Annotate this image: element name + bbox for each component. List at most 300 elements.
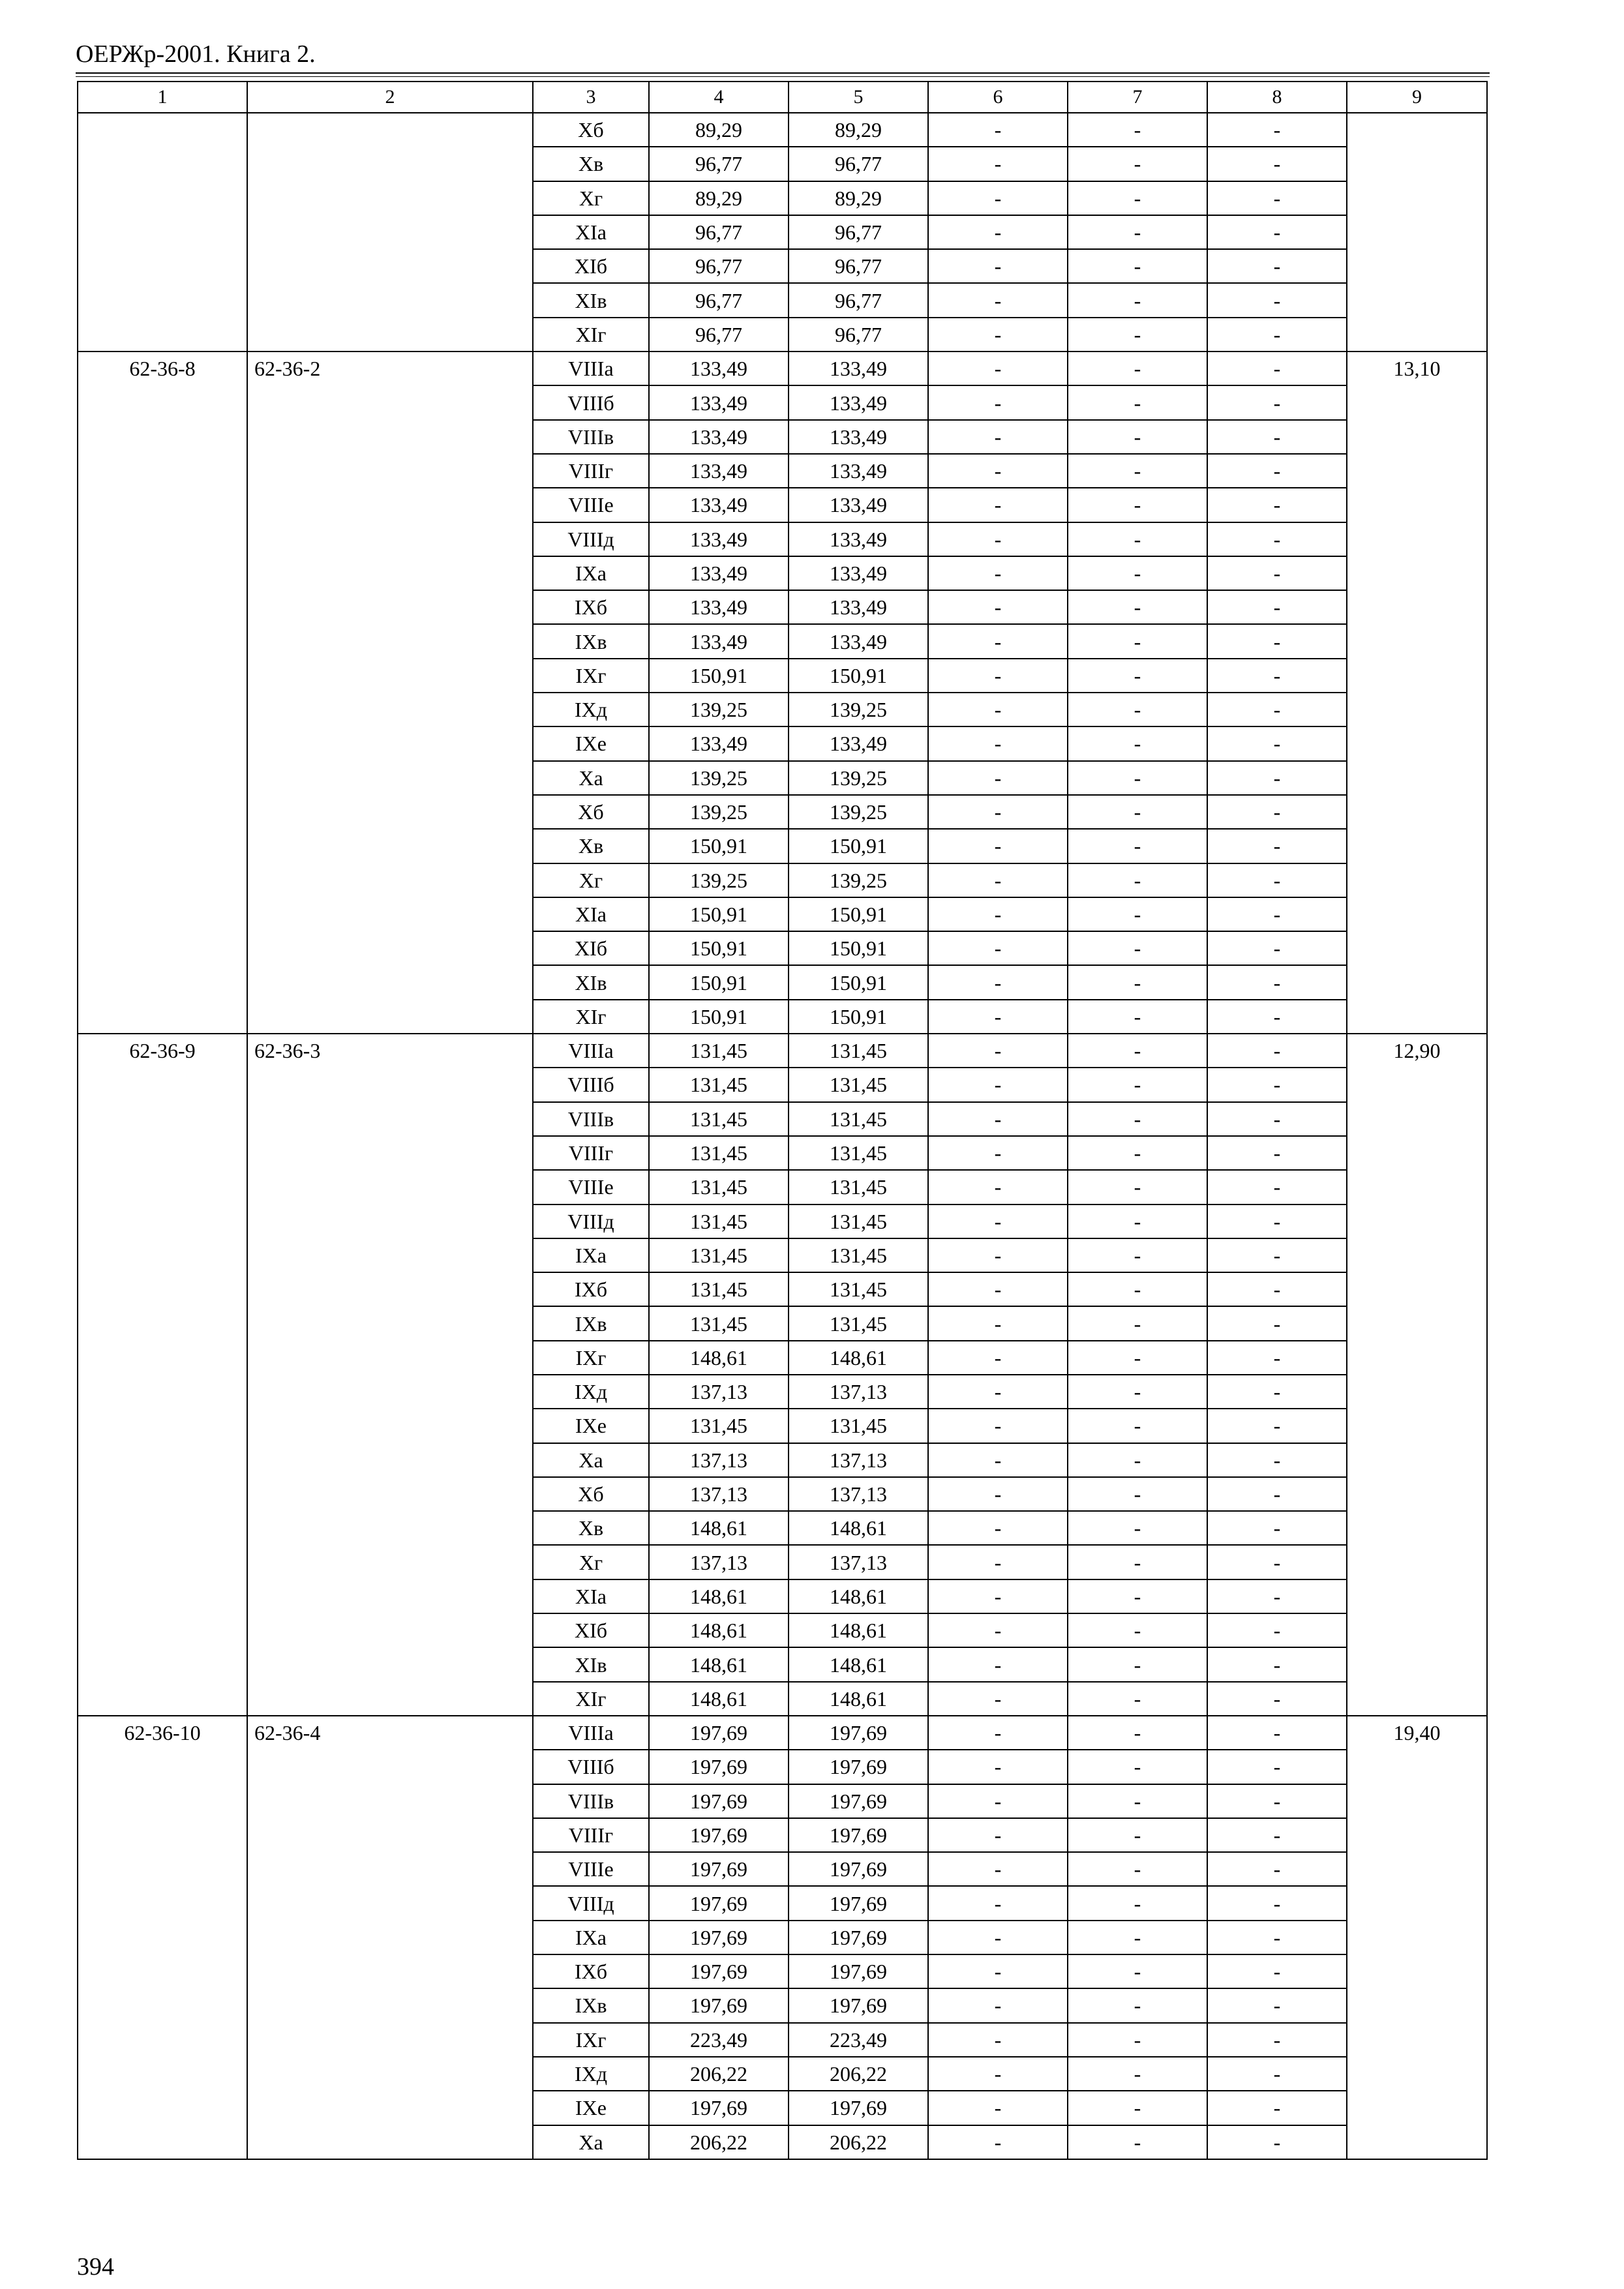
value-col5-cell: 131,45 — [789, 1170, 928, 1204]
value-col5-cell: 197,69 — [789, 2091, 928, 2125]
category-cell: IXе — [533, 1409, 649, 1443]
value-col4-cell: 197,69 — [649, 1784, 789, 1818]
value-col6-cell: - — [928, 1545, 1068, 1579]
value-col5-cell: 150,91 — [789, 659, 928, 693]
value-col8-cell: - — [1207, 2023, 1347, 2057]
value-col4-cell: 150,91 — [649, 659, 789, 693]
value-col5-cell: 150,91 — [789, 931, 928, 965]
value-col8-cell: - — [1207, 556, 1347, 590]
value-col8-cell: - — [1207, 1886, 1347, 1920]
value-col4-cell: 131,45 — [649, 1409, 789, 1443]
value-col8-cell: - — [1207, 1750, 1347, 1784]
value-col5-cell: 133,49 — [789, 352, 928, 385]
value-col6-cell: - — [928, 1000, 1068, 1034]
value-col7-cell: - — [1068, 1034, 1207, 1068]
value-col6-cell: - — [928, 147, 1068, 181]
value-col4-cell: 137,13 — [649, 1443, 789, 1477]
value-col7-cell: - — [1068, 1818, 1207, 1852]
category-cell: IXе — [533, 726, 649, 760]
value-col5-cell: 137,13 — [789, 1477, 928, 1511]
value-col7-cell: - — [1068, 1921, 1207, 1954]
value-col4-cell: 148,61 — [649, 1341, 789, 1375]
column-header-9: 9 — [1347, 82, 1487, 113]
value-col8-cell: - — [1207, 488, 1347, 522]
page-header-title: ОЕРЖр-2001. Книга 2. — [76, 40, 316, 68]
value-col7-cell: - — [1068, 1613, 1207, 1647]
rate-code-cell: 62-36-9 — [78, 1034, 247, 1716]
value-col4-cell: 148,61 — [649, 1579, 789, 1613]
value-col4-cell: 96,77 — [649, 318, 789, 352]
value-col8-cell: - — [1207, 1511, 1347, 1545]
value-col7-cell: - — [1068, 1784, 1207, 1818]
category-cell: Xг — [533, 863, 649, 897]
value-col4-cell: 197,69 — [649, 1954, 789, 1988]
value-col5-cell: 131,45 — [789, 1306, 928, 1340]
value-col7-cell: - — [1068, 1409, 1207, 1443]
table-body — [78, 113, 1487, 2159]
value-col8-cell: - — [1207, 897, 1347, 931]
value-col7-cell: - — [1068, 624, 1207, 658]
category-cell: IXб — [533, 1272, 649, 1306]
value-col7-cell: - — [1068, 556, 1207, 590]
value-col8-cell: - — [1207, 795, 1347, 829]
header-rule — [76, 72, 1490, 74]
value-col6-cell: - — [928, 2125, 1068, 2159]
value-col8-cell: - — [1207, 624, 1347, 658]
value-col4-cell: 131,45 — [649, 1034, 789, 1068]
value-col4-cell: 133,49 — [649, 522, 789, 556]
value-col5-cell: 131,45 — [789, 1272, 928, 1306]
value-col8-cell: - — [1207, 726, 1347, 760]
value-col6-cell: - — [928, 1988, 1068, 2022]
value-col6-cell: - — [928, 624, 1068, 658]
value-col7-cell: - — [1068, 1341, 1207, 1375]
value-col6-cell: - — [928, 1443, 1068, 1477]
value-col6-cell: - — [928, 795, 1068, 829]
value-col6-cell: - — [928, 1068, 1068, 1101]
value-col9-cell: 12,90 — [1347, 1034, 1487, 1716]
value-col4-cell: 197,69 — [649, 1716, 789, 1750]
category-cell: Xб — [533, 795, 649, 829]
value-col5-cell: 131,45 — [789, 1238, 928, 1272]
value-col5-cell: 133,49 — [789, 488, 928, 522]
value-col7-cell: - — [1068, 1136, 1207, 1170]
value-col7-cell: - — [1068, 965, 1207, 999]
value-col7-cell: - — [1068, 1750, 1207, 1784]
value-col8-cell: - — [1207, 147, 1347, 181]
category-cell: IXа — [533, 1921, 649, 1954]
value-col7-cell: - — [1068, 1647, 1207, 1681]
value-col8-cell: - — [1207, 1068, 1347, 1101]
value-col8-cell: - — [1207, 2057, 1347, 2091]
value-col4-cell: 197,69 — [649, 1852, 789, 1886]
value-col8-cell: - — [1207, 1579, 1347, 1613]
category-cell: IXд — [533, 1375, 649, 1409]
value-col8-cell: - — [1207, 1988, 1347, 2022]
category-cell: XIа — [533, 1579, 649, 1613]
value-col8-cell: - — [1207, 1784, 1347, 1818]
value-col5-cell: 148,61 — [789, 1511, 928, 1545]
value-col8-cell: - — [1207, 420, 1347, 454]
category-cell: VIIIв — [533, 1784, 649, 1818]
value-col5-cell: 131,45 — [789, 1204, 928, 1238]
rates-table — [77, 81, 1488, 2160]
category-cell: XIа — [533, 897, 649, 931]
value-col5-cell: 148,61 — [789, 1579, 928, 1613]
value-col6-cell: - — [928, 454, 1068, 488]
value-col5-cell: 131,45 — [789, 1409, 928, 1443]
category-cell: VIIIе — [533, 1170, 649, 1204]
value-col4-cell: 150,91 — [649, 897, 789, 931]
value-col8-cell: - — [1207, 1954, 1347, 1988]
value-col5-cell: 197,69 — [789, 1750, 928, 1784]
value-col5-cell: 133,49 — [789, 624, 928, 658]
value-col8-cell: - — [1207, 1238, 1347, 1272]
value-col8-cell: - — [1207, 2125, 1347, 2159]
category-cell: XIг — [533, 1682, 649, 1716]
value-col7-cell: - — [1068, 693, 1207, 726]
value-col5-cell: 223,49 — [789, 2023, 928, 2057]
value-col7-cell: - — [1068, 1511, 1207, 1545]
value-col8-cell: - — [1207, 352, 1347, 385]
value-col5-cell: 137,13 — [789, 1443, 928, 1477]
value-col5-cell: 197,69 — [789, 1784, 928, 1818]
value-col8-cell: - — [1207, 965, 1347, 999]
value-col5-cell: 197,69 — [789, 1921, 928, 1954]
value-col5-cell: 89,29 — [789, 113, 928, 147]
value-col7-cell: - — [1068, 659, 1207, 693]
value-col7-cell: - — [1068, 318, 1207, 352]
value-col5-cell: 89,29 — [789, 181, 928, 215]
value-col4-cell: 96,77 — [649, 215, 789, 249]
value-col4-cell: 150,91 — [649, 965, 789, 999]
value-col6-cell: - — [928, 1954, 1068, 1988]
value-col8-cell: - — [1207, 454, 1347, 488]
value-col8-cell: - — [1207, 863, 1347, 897]
value-col5-cell: 206,22 — [789, 2057, 928, 2091]
category-cell: VIIIг — [533, 454, 649, 488]
value-col5-cell: 139,25 — [789, 795, 928, 829]
value-col8-cell: - — [1207, 181, 1347, 215]
value-col4-cell: 148,61 — [649, 1511, 789, 1545]
rate-code-cell: 62-36-8 — [78, 352, 247, 1034]
category-cell: VIIIд — [533, 1204, 649, 1238]
value-col7-cell: - — [1068, 1068, 1207, 1101]
value-col6-cell: - — [928, 283, 1068, 317]
value-col7-cell: - — [1068, 1170, 1207, 1204]
value-col6-cell: - — [928, 1647, 1068, 1681]
value-col4-cell: 148,61 — [649, 1613, 789, 1647]
category-cell: VIIIб — [533, 385, 649, 419]
value-col8-cell: - — [1207, 385, 1347, 419]
value-col4-cell: 137,13 — [649, 1477, 789, 1511]
value-col5-cell: 131,45 — [789, 1136, 928, 1170]
category-cell: XIб — [533, 249, 649, 283]
value-col6-cell: - — [928, 1238, 1068, 1272]
value-col7-cell: - — [1068, 726, 1207, 760]
value-col4-cell: 133,49 — [649, 385, 789, 419]
value-col5-cell: 137,13 — [789, 1545, 928, 1579]
value-col7-cell: - — [1068, 1477, 1207, 1511]
value-col7-cell: - — [1068, 283, 1207, 317]
category-cell: Xв — [533, 829, 649, 863]
value-col4-cell: 133,49 — [649, 590, 789, 624]
value-col5-cell: 131,45 — [789, 1034, 928, 1068]
value-col6-cell: - — [928, 965, 1068, 999]
value-col4-cell: 133,49 — [649, 420, 789, 454]
value-col7-cell: - — [1068, 1954, 1207, 1988]
value-col6-cell: - — [928, 352, 1068, 385]
category-cell: VIIIд — [533, 522, 649, 556]
value-col6-cell: - — [928, 522, 1068, 556]
value-col6-cell: - — [928, 2091, 1068, 2125]
column-header-1: 1 — [78, 82, 247, 113]
category-cell: Xг — [533, 1545, 649, 1579]
value-col9-cell — [1347, 113, 1487, 352]
value-col8-cell: - — [1207, 1204, 1347, 1238]
value-col5-cell: 150,91 — [789, 965, 928, 999]
category-cell: IXб — [533, 590, 649, 624]
rate-code-cell: 62-36-10 — [78, 1716, 247, 2159]
value-col5-cell: 133,49 — [789, 454, 928, 488]
column-header-3: 3 — [533, 82, 649, 113]
column-header-8: 8 — [1207, 82, 1347, 113]
category-cell: IXв — [533, 1306, 649, 1340]
value-col8-cell: - — [1207, 1647, 1347, 1681]
value-col5-cell: 139,25 — [789, 863, 928, 897]
value-col7-cell: - — [1068, 829, 1207, 863]
value-col8-cell: - — [1207, 1613, 1347, 1647]
value-col6-cell: - — [928, 318, 1068, 352]
value-col7-cell: - — [1068, 147, 1207, 181]
value-col4-cell: 133,49 — [649, 556, 789, 590]
value-col5-cell: 96,77 — [789, 215, 928, 249]
value-col7-cell: - — [1068, 385, 1207, 419]
value-col4-cell: 131,45 — [649, 1238, 789, 1272]
value-col4-cell: 148,61 — [649, 1682, 789, 1716]
value-col4-cell: 150,91 — [649, 931, 789, 965]
category-cell: IXд — [533, 693, 649, 726]
value-col6-cell: - — [928, 1613, 1068, 1647]
value-col7-cell: - — [1068, 1102, 1207, 1136]
value-col5-cell: 150,91 — [789, 897, 928, 931]
value-col7-cell: - — [1068, 1375, 1207, 1409]
value-col6-cell: - — [928, 1272, 1068, 1306]
value-col5-cell: 133,49 — [789, 385, 928, 419]
value-col5-cell: 96,77 — [789, 318, 928, 352]
value-col5-cell: 96,77 — [789, 283, 928, 317]
value-col5-cell: 139,25 — [789, 761, 928, 795]
value-col8-cell: - — [1207, 113, 1347, 147]
value-col4-cell: 150,91 — [649, 1000, 789, 1034]
value-col6-cell: - — [928, 1511, 1068, 1545]
value-col6-cell: - — [928, 829, 1068, 863]
value-col6-cell: - — [928, 931, 1068, 965]
category-cell: IXе — [533, 2091, 649, 2125]
value-col5-cell: 148,61 — [789, 1613, 928, 1647]
value-col4-cell: 197,69 — [649, 2091, 789, 2125]
category-cell: VIIIе — [533, 488, 649, 522]
category-cell: Xа — [533, 2125, 649, 2159]
value-col9-cell: 13,10 — [1347, 352, 1487, 1034]
value-col7-cell: - — [1068, 215, 1207, 249]
value-col7-cell: - — [1068, 522, 1207, 556]
category-cell: VIIIг — [533, 1136, 649, 1170]
value-col8-cell: - — [1207, 283, 1347, 317]
reference-code-cell: 62-36-4 — [247, 1716, 533, 2159]
table-row — [78, 1034, 1487, 1068]
value-col7-cell: - — [1068, 1988, 1207, 2022]
value-col8-cell: - — [1207, 1409, 1347, 1443]
reference-code-cell — [247, 113, 533, 352]
value-col6-cell: - — [928, 249, 1068, 283]
value-col5-cell: 133,49 — [789, 522, 928, 556]
value-col6-cell: - — [928, 590, 1068, 624]
value-col7-cell: - — [1068, 2057, 1207, 2091]
reference-code-cell: 62-36-2 — [247, 352, 533, 1034]
table-header — [78, 82, 1487, 113]
value-col5-cell: 197,69 — [789, 1818, 928, 1852]
value-col7-cell: - — [1068, 1716, 1207, 1750]
value-col6-cell: - — [928, 1341, 1068, 1375]
category-cell: IXг — [533, 1341, 649, 1375]
value-col5-cell: 133,49 — [789, 726, 928, 760]
category-cell: XIб — [533, 931, 649, 965]
value-col6-cell: - — [928, 1784, 1068, 1818]
category-cell: VIIIб — [533, 1750, 649, 1784]
page-number: 394 — [77, 2253, 114, 2281]
value-col8-cell: - — [1207, 1818, 1347, 1852]
category-cell: Xа — [533, 1443, 649, 1477]
value-col8-cell: - — [1207, 1921, 1347, 1954]
category-cell: Xб — [533, 113, 649, 147]
value-col8-cell: - — [1207, 1272, 1347, 1306]
value-col6-cell: - — [928, 181, 1068, 215]
value-col8-cell: - — [1207, 1034, 1347, 1068]
value-col5-cell: 197,69 — [789, 1988, 928, 2022]
value-col8-cell: - — [1207, 693, 1347, 726]
value-col9-cell: 19,40 — [1347, 1716, 1487, 2159]
category-cell: VIIIа — [533, 1716, 649, 1750]
value-col5-cell: 131,45 — [789, 1102, 928, 1136]
category-cell: VIIIе — [533, 1852, 649, 1886]
category-cell: XIг — [533, 1000, 649, 1034]
category-cell: XIб — [533, 1613, 649, 1647]
value-col4-cell: 131,45 — [649, 1068, 789, 1101]
value-col8-cell: - — [1207, 318, 1347, 352]
category-cell: IXг — [533, 659, 649, 693]
value-col5-cell: 137,13 — [789, 1375, 928, 1409]
value-col7-cell: - — [1068, 249, 1207, 283]
value-col4-cell: 223,49 — [649, 2023, 789, 2057]
value-col6-cell: - — [928, 1034, 1068, 1068]
value-col4-cell: 206,22 — [649, 2125, 789, 2159]
value-col7-cell: - — [1068, 1886, 1207, 1920]
value-col7-cell: - — [1068, 420, 1207, 454]
category-cell: VIIIд — [533, 1886, 649, 1920]
value-col8-cell: - — [1207, 931, 1347, 965]
value-col6-cell: - — [928, 726, 1068, 760]
value-col4-cell: 133,49 — [649, 624, 789, 658]
value-col8-cell: - — [1207, 1716, 1347, 1750]
value-col4-cell: 197,69 — [649, 1886, 789, 1920]
value-col4-cell: 139,25 — [649, 795, 789, 829]
category-cell: XIа — [533, 215, 649, 249]
value-col8-cell: - — [1207, 659, 1347, 693]
value-col8-cell: - — [1207, 1102, 1347, 1136]
category-cell: IXв — [533, 1988, 649, 2022]
value-col7-cell: - — [1068, 488, 1207, 522]
column-header-4: 4 — [649, 82, 789, 113]
value-col7-cell: - — [1068, 897, 1207, 931]
table-row — [78, 113, 1487, 147]
category-cell: VIIIб — [533, 1068, 649, 1101]
value-col8-cell: - — [1207, 2091, 1347, 2125]
category-cell: Xб — [533, 1477, 649, 1511]
category-cell: IXа — [533, 556, 649, 590]
value-col8-cell: - — [1207, 1341, 1347, 1375]
value-col4-cell: 89,29 — [649, 181, 789, 215]
category-cell: VIIIв — [533, 420, 649, 454]
table-row — [78, 352, 1487, 385]
value-col7-cell: - — [1068, 1272, 1207, 1306]
value-col6-cell: - — [928, 659, 1068, 693]
value-col5-cell: 139,25 — [789, 693, 928, 726]
value-col6-cell: - — [928, 1102, 1068, 1136]
value-col7-cell: - — [1068, 1443, 1207, 1477]
value-col6-cell: - — [928, 488, 1068, 522]
value-col7-cell: - — [1068, 590, 1207, 624]
column-header-5: 5 — [789, 82, 928, 113]
value-col4-cell: 139,25 — [649, 693, 789, 726]
category-cell: XIв — [533, 283, 649, 317]
value-col5-cell: 148,61 — [789, 1682, 928, 1716]
value-col7-cell: - — [1068, 1579, 1207, 1613]
value-col4-cell: 133,49 — [649, 726, 789, 760]
value-col5-cell: 148,61 — [789, 1647, 928, 1681]
value-col8-cell: - — [1207, 249, 1347, 283]
category-cell: XIв — [533, 965, 649, 999]
column-header-7: 7 — [1068, 82, 1207, 113]
value-col4-cell: 133,49 — [649, 352, 789, 385]
value-col4-cell: 131,45 — [649, 1170, 789, 1204]
value-col6-cell: - — [928, 215, 1068, 249]
value-col6-cell: - — [928, 1750, 1068, 1784]
value-col8-cell: - — [1207, 1136, 1347, 1170]
value-col4-cell: 131,45 — [649, 1272, 789, 1306]
value-col6-cell: - — [928, 1170, 1068, 1204]
category-cell: VIIIг — [533, 1818, 649, 1852]
value-col7-cell: - — [1068, 2125, 1207, 2159]
value-col5-cell: 206,22 — [789, 2125, 928, 2159]
value-col7-cell: - — [1068, 761, 1207, 795]
value-col5-cell: 197,69 — [789, 1852, 928, 1886]
column-header-6: 6 — [928, 82, 1068, 113]
value-col4-cell: 96,77 — [649, 283, 789, 317]
value-col6-cell: - — [928, 1852, 1068, 1886]
value-col6-cell: - — [928, 1306, 1068, 1340]
category-cell: XIг — [533, 318, 649, 352]
value-col7-cell: - — [1068, 2091, 1207, 2125]
category-cell: VIIIа — [533, 1034, 649, 1068]
value-col7-cell: - — [1068, 931, 1207, 965]
value-col5-cell: 133,49 — [789, 590, 928, 624]
value-col4-cell: 148,61 — [649, 1647, 789, 1681]
value-col4-cell: 96,77 — [649, 147, 789, 181]
value-col8-cell: - — [1207, 1545, 1347, 1579]
value-col6-cell: - — [928, 1136, 1068, 1170]
value-col5-cell: 148,61 — [789, 1341, 928, 1375]
